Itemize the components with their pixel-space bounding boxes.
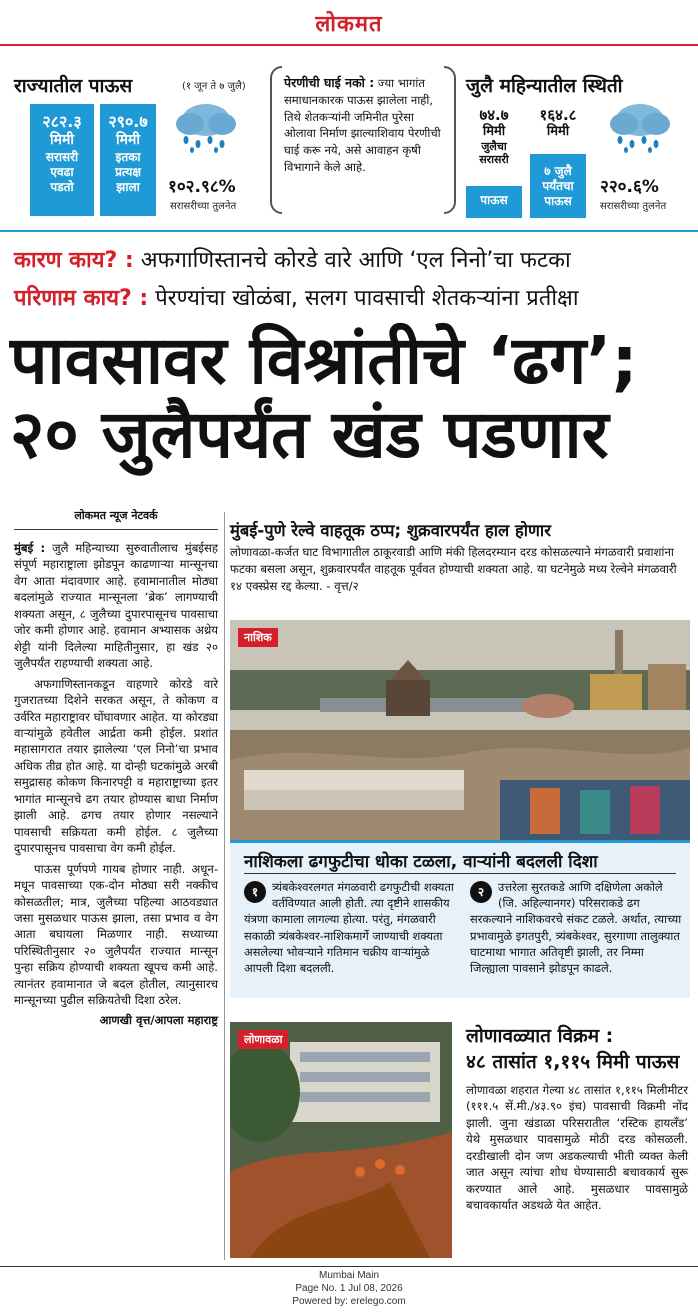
lonavala-landslide-photo[interactable]	[230, 1022, 452, 1258]
lonavala-headline-1: लोणावळ्यात विक्रम :	[466, 1025, 614, 1047]
state-actual-label-3: झाला	[116, 179, 140, 194]
nashik-point-1	[244, 879, 458, 976]
state-actual-label-1: इतका	[115, 149, 141, 164]
july-average-block	[466, 106, 522, 166]
july-actual-label-1: ७ जुलै	[544, 164, 572, 178]
state-percent: १०२.९८%	[168, 177, 236, 197]
lead-story	[14, 508, 218, 1028]
nashik-point-2	[470, 879, 684, 976]
byline: लोकमत न्यूज नेटवर्क	[74, 509, 158, 522]
brace-right	[444, 66, 456, 214]
july-average-unit: मिमी	[482, 124, 506, 139]
rain-cloud-icon	[606, 98, 674, 154]
point-number-2: २	[470, 881, 492, 903]
state-average-unit: मिमी	[50, 132, 74, 148]
result-line	[14, 282, 579, 312]
july-average-label-2: सरासरी	[479, 152, 509, 166]
lonavala-headline-2: ४८ तासांत १,११५ मिमी पाऊस	[466, 1050, 680, 1073]
sowing-advice-box	[270, 66, 456, 214]
lead-paragraph-3: पाऊस पूर्णपणे गायब होणार नाही. अधून-मधून पावसाच्या एक-दोन मोठ्या सरी नक्कीच कोसळतील; मात्र, जुलैच्या पहिल्या आठवड्यात जसा मुसळधार पाऊस झाला, तसा प्रभाव व वेग आता बघायला मिळणार नाही. सध्याच्या परिस्थितीनुसार २० जुलैपर्यंत राज्यात मान्सून पुन्हा सक्रिय होण्याची शक्यता खूपच कमी आहे. त्यानंतर हवामानात जे बदल होतील, त्यानुसारच मान्सूनच्या पुढील सक्रियतेची दिशा ठरेल.	[14, 861, 218, 1008]
july-percent: २२०.६%	[600, 177, 659, 197]
newspaper-logo[interactable]: लोकमत	[315, 11, 383, 37]
edition-name: Mumbai Main	[318, 1270, 380, 1281]
july-average-box	[466, 186, 522, 218]
rail-story-text: लोणावळा-कर्जत घाट विभागातील ठाकूरवाडी आणि मंकी हिलदरम्यान दरड कोसळल्याने मंगळवारी प्रवाशांना फटका बसला असून, शुक्रवारपर्यंत वाहतूक पूर्ववत होण्याची शक्यता आहे. या घटनेमुळे मध्य रेल्वेने मंगळवारी १४ एक्स्प्रेस रद्द केल्या. - वृत्त/२	[230, 545, 677, 593]
period-note: (१ जून ते ७ जुलै)	[182, 81, 246, 92]
nashik-point-1-text: त्र्यंबकेश्वरलगत मंगळवारी ढगफुटीची शक्यता वर्तविण्यात आली होती. त्या दृष्टीने शासकीय यंत्रणा कामाला लागल्या होत्या. परंतु, मंगळवारी सकाळी त्र्यंबकेश्वर-नाशिकमार्गे जाण्याची शक्यता असलेल्या भोवऱ्याने गतिमान चक्रीय वाऱ्यांमुळे आपली दिशा बदलली.	[244, 880, 454, 975]
july-actual-label-2: पर्यंतचा	[542, 179, 574, 193]
nashik-photo-illustration	[230, 620, 690, 840]
lonavala-photo-tag: लोणावळा	[238, 1030, 288, 1049]
july-actual-unit: मिमी	[546, 124, 570, 139]
point-number-1: १	[244, 881, 266, 903]
nashik-photo-tag: नाशिक	[238, 628, 278, 647]
rain-stats-strip	[0, 62, 698, 232]
july-actual-label-3: पाऊस	[544, 194, 572, 208]
state-average-label-1: सरासरी	[45, 149, 79, 164]
state-actual-unit: मिमी	[116, 132, 140, 148]
nashik-headline-rule	[244, 873, 676, 874]
page-footer	[0, 1270, 698, 1308]
lead-paragraph-2: अफगाणिस्तानकडून वाहणारे कोरडे वारे गुजरातच्या दिशेने सरकत असून, ते कोकण व उर्वरित महाराष्ट्रावर घोंघावणार आहेत. या कोरड्या वाऱ्यांमुळे हवेतील आर्द्रता कमी होईल. प्रशांत महासागरात तयार झालेल्या ‘एल निनो’चा प्रभाव अधिक तीव्र होत आहे. या दोन्ही घटकांमुळे अरबी समुद्रासह कोकण किनारपट्टी व महाराष्ट्राच्या इतर भागांत मान्सूनचे ढग तयार होण्यास बाधा निर्माण झाली आहे. ढगच तयार होणार नसल्याने पावसाची सक्रियता कमी होईल. ८ जुलैच्या दुपारपासूनच पावसाचा वेग कमी होईल.	[14, 676, 218, 856]
july-average-label-1: जुलैचा	[481, 139, 507, 153]
brace-left	[270, 66, 282, 214]
state-average-label-2: एवढा	[50, 164, 74, 179]
state-rain-title: राज्यातील पाऊस	[14, 75, 133, 97]
footer-rule	[0, 1266, 698, 1267]
state-average-label-3: पडतो	[50, 179, 74, 194]
masthead	[0, 0, 698, 44]
july-comparison: सरासरीच्या तुलनेत	[600, 201, 667, 212]
main-headline-line-1[interactable]: पावसावर विश्रांतीचे ‘ढग’;	[10, 322, 638, 399]
reason-text: अफगाणिस्तानचे कोरडे वारे आणि ‘एल निनो’चा फटका	[140, 248, 571, 273]
state-average-value: २८२.३	[42, 112, 82, 131]
rail-story-headline[interactable]: मुंबई-पुणे रेल्वे वाहतूक ठप्प; शुक्रवारपर्यंत हाल होणार	[230, 521, 551, 540]
reason-key: कारण काय? :	[14, 248, 134, 273]
lonavala-headline[interactable]	[466, 1024, 679, 1075]
lonavala-photo-illustration	[230, 1022, 452, 1258]
powered-by[interactable]: Powered by: erelego.com	[292, 1295, 406, 1307]
page-info: Page No. 1 Jul 08, 2026	[295, 1282, 403, 1294]
state-comparison: सरासरीच्या तुलनेत	[170, 201, 237, 212]
july-title: जुलै महिन्यातील स्थिती	[466, 75, 623, 97]
state-actual-box	[100, 104, 156, 216]
advice-heading: पेरणीची घाई नको :	[284, 75, 375, 90]
result-key: परिणाम काय? :	[14, 286, 149, 311]
state-actual-value: २९०.७	[108, 112, 148, 131]
advice-text: ज्या भागांत समाधानकारक पाऊस झालेला नाही, तिथे शेतकऱ्यांनी जमिनीत पुरेसा ओलावा निर्माण झाल्याशिवाय पेरणीची घाई करू नये, असे आवाहन कृषी विभागाने केले आहे.	[284, 76, 441, 174]
nashik-point-2-text: उत्तरेला सुरतकडे आणि दक्षिणेला अकोले (जि. अहिल्यानगर) परिसराकडे ढग सरकल्याने नाशिकवरचे संकट टळले. अर्थात, त्याच्या प्रभावामुळे इगतपुरी, त्र्यंबकेश्वर, सुरगाणा तालुक्यात घाटमाथा भागात अतिवृष्टी झाली, तर निम्मा जिल्ह्याला पावसाने झोडपून काढले.	[470, 880, 682, 975]
main-headline-line-2[interactable]: २० जुलैपर्यंत खंड पडणार	[10, 396, 609, 473]
continued-note[interactable]: आणखी वृत्त/आपला महाराष्ट्र	[99, 1012, 218, 1027]
lonavala-story-text: लोणावळा शहरात गेल्या ४८ तासांत १,११५ मिलीमीटर (१११.५ सें.मी./४३.९० इंच) पावसाची विक्रमी नोंद झाली. जुना खंडाळा परिसरातील ‘रस्टिक हायलँड’ येथे मुसळधार पावसामुळे मोठी दरड कोसळली. दरडीखाली दोन जण अडकल्याची भीती व्यक्त केली जात असून त्यांचा शोध घेण्यासाठी बचावकार्य सुरू करण्यात आले आहे. मुसळधार पावसामुळे बचावकार्यात अडथळे येत आहेत.	[466, 1083, 688, 1213]
masthead-rule	[0, 44, 698, 46]
lead-paragraph-1-text: जुलै महिन्याच्या सुरुवातीलाच मुंबईसह संपूर्ण महाराष्ट्राला झोडपून काढणाऱ्या मान्सूनचा वेग आता मंदावणार आहे. हवामानातील मोठ्या बदलांमुळे राज्यात मान्सूनला ‘ब्रेक’ लागण्याची शक्यता असून, ८ जुलैच्या दुपारपासूनच पावसाचा जोर कमी होणार आहे. हवामान अभ्यासक अथ्रेय शेट्टी यांनी दिलेल्या माहितीनुसार, हा खंड २० जुलैपर्यंत राहण्याची शक्यता आहे.	[14, 541, 218, 671]
rain-cloud-icon	[172, 98, 240, 154]
lead-story-body	[14, 540, 218, 1009]
july-average-value: ७४.७	[479, 106, 509, 124]
july-actual-block	[530, 106, 586, 140]
byline-rule	[14, 529, 218, 530]
state-actual-label-2: प्रत्यक्ष	[115, 164, 141, 179]
reason-line	[14, 244, 571, 274]
nashik-flood-photo[interactable]	[230, 620, 690, 840]
nashik-headline[interactable]: नाशिकला ढगफुटीचा धोका टळला, वाऱ्यांनी बदलली दिशा	[244, 852, 598, 872]
state-average-box	[30, 104, 94, 216]
dateline: मुंबई :	[14, 541, 46, 555]
strip-divider	[0, 230, 698, 232]
nashik-story-box	[230, 840, 690, 998]
column-rule	[224, 512, 225, 1260]
lead-paragraph-1	[14, 540, 218, 672]
result-text: पेरण्यांचा खोळंबा, सलग पावसाची शेतकऱ्यांना प्रतीक्षा	[155, 286, 579, 311]
july-average-label-3: पाऊस	[480, 193, 508, 207]
july-actual-box	[530, 154, 586, 218]
july-actual-value: १६४.८	[539, 106, 577, 124]
